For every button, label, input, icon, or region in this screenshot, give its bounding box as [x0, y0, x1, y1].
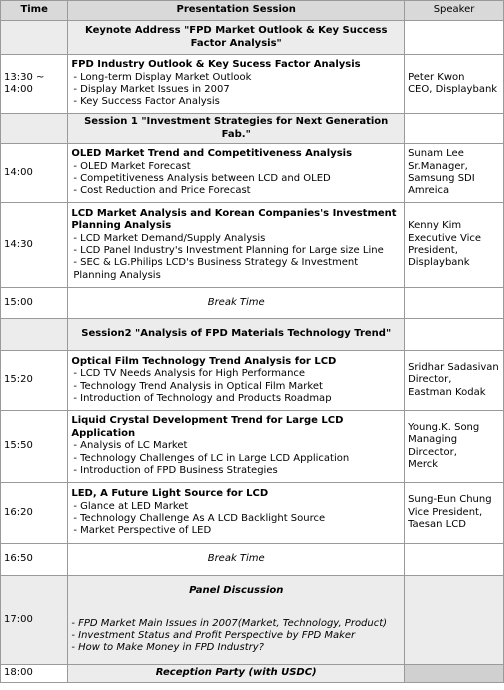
header-time: Time — [1, 1, 68, 21]
speaker-line: Sunam Lee — [408, 148, 464, 160]
row6-title: Liquid Crystal Development Trend for Large LCD Application — [71, 415, 344, 439]
row7-speaker — [405, 483, 504, 544]
speaker-line: Dircector, — [408, 446, 457, 458]
session-row-1 — [1, 55, 504, 114]
panel-item: - How to Make Money in FPD Industry? — [71, 642, 264, 654]
speaker-line: Kenny Kim — [408, 220, 462, 232]
row1-time — [1, 55, 68, 114]
speaker-line: CEO, Displaybank — [408, 84, 498, 95]
row5-speaker — [405, 351, 504, 411]
panel-speaker-cell — [405, 576, 504, 665]
speaker-line: Samsung SDI — [408, 173, 475, 184]
speaker-line: Peter Kwon — [408, 71, 465, 83]
row6-item: - Analysis of LC Market — [73, 440, 188, 452]
header-session: Presentation Session — [68, 1, 405, 21]
row3-item: - LCD Panel Industry's Investment Planning for Large size Line — [73, 245, 384, 256]
panel-title: Panel Discussion — [189, 585, 284, 597]
session-row-3 — [1, 203, 504, 288]
row3-content — [68, 203, 405, 288]
row7-content — [68, 483, 405, 544]
keynote-row — [1, 21, 504, 55]
session2-speaker-cell — [405, 319, 504, 351]
speaker-line: Executive Vice — [408, 232, 481, 244]
speaker-line: Young.K. Song — [408, 421, 480, 433]
row3-item: - LCD Market Demand/Supply Analysis — [73, 232, 266, 244]
keynote-time-cell — [1, 21, 68, 55]
reception-label: Reception Party (with USDC) — [68, 665, 405, 683]
row3-item: - SEC & LG.Philips LCD's Business Strategy & Investment Planning Analysis — [73, 257, 359, 281]
panel-item: - Investment Status and Profit Perspective by FPD Maker — [71, 630, 356, 641]
header-speaker: Speaker — [405, 1, 504, 21]
row6-item: - Technology Challenges of LC in Large LCD Application — [73, 452, 350, 464]
row5-item: - Introduction of Technology and Products Roadmap — [73, 392, 332, 404]
speaker-line: Taesan LCD — [408, 519, 466, 531]
row4-time: 15:00 — [1, 288, 68, 319]
session-row-2 — [1, 144, 504, 203]
row6-content — [68, 411, 405, 483]
row1-content — [68, 55, 405, 114]
speaker-line: Sridhar Sadasivan — [408, 361, 499, 373]
keynote-speaker-cell — [405, 21, 504, 55]
speaker-line: Managing — [408, 434, 458, 446]
session1-row — [1, 114, 504, 144]
row5-time: 15:20 — [1, 351, 68, 411]
row1-item: - Key Success Factor Analysis — [73, 96, 220, 108]
row2-speaker — [405, 144, 504, 203]
row2-content — [68, 144, 405, 203]
row8-time: 16:50 — [1, 544, 68, 576]
row7-item: - Market Perspective of LED — [73, 525, 212, 537]
session2-row — [1, 319, 504, 351]
row6-time: 15:50 — [1, 411, 68, 483]
session1-title: Session 1 "Investment Strategies for Next Generation Fab." — [68, 114, 405, 144]
row2-item: - Cost Reduction and Price Forecast — [73, 185, 251, 197]
speaker-line: Eastman Kodak — [408, 386, 486, 398]
break-row-2 — [1, 544, 504, 576]
row3-speaker — [405, 203, 504, 288]
row1-title: FPD Industry Outlook & Key Sucess Factor Analysis — [71, 59, 361, 71]
row4-speaker — [405, 288, 504, 319]
row1-time-text: 13:30 ~ 14:00 — [4, 71, 45, 95]
row10-time: 18:00 — [1, 665, 68, 683]
keynote-title: Keynote Address "FPD Market Outlook & Key Success Factor Analysis" — [68, 21, 405, 55]
row2-item: - Competitiveness Analysis between LCD and OLED — [73, 173, 331, 184]
session-row-5 — [1, 351, 504, 411]
row6-item: - Introduction of FPD Business Strategies — [73, 465, 278, 477]
reception-speaker-cell — [405, 665, 504, 683]
panel-item: - FPD Market Main Issues in 2007(Market, Technology, Product) — [71, 617, 388, 629]
panel-row — [1, 576, 504, 665]
break-row-1 — [1, 288, 504, 319]
row6-speaker — [405, 411, 504, 483]
row5-title: Optical Film Technology Trend Analysis for LCD — [71, 355, 337, 367]
row5-item: - Technology Trend Analysis in Optical Film Market — [73, 380, 323, 392]
session2-title: Session2 "Analysis of FPD Materials Technology Trend" — [68, 319, 405, 351]
row1-item: - Long-term Display Market Outlook — [73, 71, 252, 83]
row2-title: OLED Market Trend and Competitiveness Analysis — [71, 148, 353, 160]
speaker-line: Sung-Eun Chung — [408, 494, 492, 506]
panel-content — [68, 576, 405, 665]
reception-row — [1, 665, 504, 683]
speaker-line: Merck — [408, 458, 439, 470]
speaker-line: Displaybank — [408, 257, 470, 269]
speaker-line: Amreica — [408, 185, 450, 197]
session1-time-cell — [1, 114, 68, 144]
speaker-line: Sr.Manager, — [408, 160, 468, 172]
row5-item: - LCD TV Needs Analysis for High Performance — [73, 368, 306, 380]
row7-title: LED, A Future Light Source for LCD — [71, 488, 269, 500]
session-row-7 — [1, 483, 504, 544]
header-row — [1, 1, 504, 21]
break-label: Break Time — [68, 288, 405, 319]
row7-item: - Glance at LED Market — [73, 500, 189, 512]
session1-speaker-cell — [405, 114, 504, 144]
row1-item: - Display Market Issues in 2007 — [73, 84, 230, 95]
row5-content — [68, 351, 405, 411]
row2-item: - OLED Market Forecast — [73, 160, 191, 172]
row3-time: 14:30 — [1, 203, 68, 288]
row1-speaker — [405, 55, 504, 114]
session2-time-cell — [1, 319, 68, 351]
speaker-line: President, — [408, 245, 458, 256]
speaker-line: Vice President, — [408, 506, 483, 518]
row2-time: 14:00 — [1, 144, 68, 203]
break-label: Break Time — [68, 544, 405, 576]
row9-time: 17:00 — [1, 576, 68, 665]
speaker-line: Director, — [408, 374, 452, 386]
row8-speaker — [405, 544, 504, 576]
row3-title: LCD Market Analysis and Korean Companies's Investment Planning Analysis — [71, 207, 397, 232]
row7-item: - Technology Challenge As A LCD Backlight Source — [73, 513, 326, 524]
session-row-6 — [1, 411, 504, 483]
row7-time: 16:20 — [1, 483, 68, 544]
